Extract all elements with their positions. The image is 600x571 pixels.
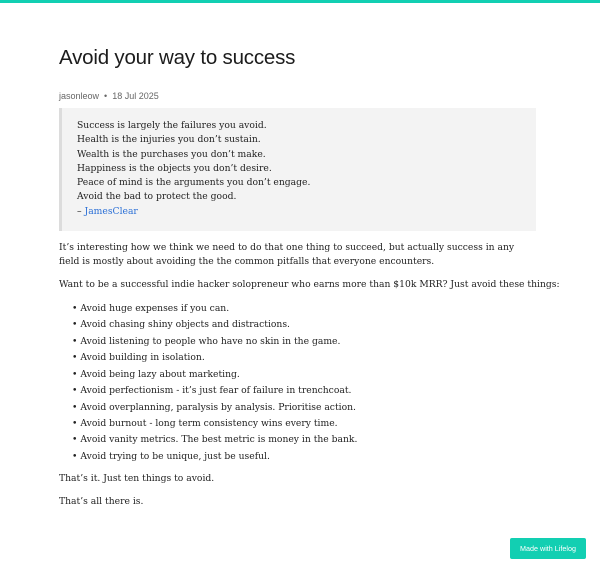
bullet: • — [72, 385, 78, 397]
meta-separator: • — [104, 91, 108, 101]
blockquote — [59, 108, 536, 231]
post-date: 18 Jul 2025 — [112, 91, 159, 101]
page-title: Avoid your way to success — [59, 46, 296, 69]
body-paragraph: Want to be a successful indie hacker solopreneur who earns more than $10k MRR? Just avoid these things: — [59, 279, 560, 291]
avoid-list — [59, 301, 537, 465]
quote-line: Wealth is the purchases you don’t make. — [77, 148, 266, 160]
list-item: • Avoid vanity metrics. The best metric is money in the bank. — [72, 434, 358, 446]
top-accent-bar — [0, 0, 600, 3]
made-with-lifelog-button[interactable]: Made with Lifelog — [510, 538, 586, 559]
body-paragraph: That’s all there is. — [59, 496, 144, 508]
quote-line: Happiness is the objects you don’t desire. — [77, 162, 272, 174]
bullet: • — [72, 401, 78, 413]
quote-line: Peace of mind is the arguments you don’t engage. — [77, 177, 311, 189]
bullet: • — [72, 450, 78, 462]
bullet: • — [72, 434, 78, 446]
list-item: • Avoid perfectionism - it’s just fear of failure in trenchcoat. — [72, 385, 352, 397]
post-article — [59, 44, 560, 509]
body-paragraph: That’s it. Just ten things to avoid. — [59, 473, 215, 485]
bullet: • — [72, 303, 78, 315]
list-item: • Avoid being lazy about marketing. — [72, 368, 240, 380]
quote-attribution — [77, 205, 522, 219]
bullet: • — [72, 368, 78, 380]
list-item: • Avoid chasing shiny objects and distractions. — [72, 319, 290, 331]
list-item: • Avoid overplanning, paralysis by analysis. Prioritise action. — [72, 401, 356, 413]
bullet: • — [72, 319, 78, 331]
bullet: • — [72, 352, 78, 364]
bullet: • — [72, 417, 78, 429]
attribution-link[interactable]: JamesClear — [84, 205, 138, 217]
list-item: • Avoid huge expenses if you can. — [72, 303, 230, 315]
author-name: jasonleow — [59, 91, 100, 101]
list-item: • Avoid trying to be unique, just be useful. — [72, 450, 270, 462]
quote-line: Success is largely the failures you avoid. — [77, 120, 267, 131]
list-item: • Avoid burnout - long term consistency wins every time. — [72, 417, 338, 429]
body-paragraph: It’s interesting how we think we need to do that one thing to succeed, but actually success in any field is mostly about avoiding the the common pitfalls that everyone encounters. — [59, 242, 515, 268]
attribution-prefix: – — [77, 205, 85, 217]
post-meta — [59, 90, 537, 102]
list-item: • Avoid building in isolation. — [72, 352, 205, 364]
bullet: • — [72, 335, 78, 347]
quote-line: Avoid the bad to protect the good. — [77, 191, 237, 203]
quote-line: Health is the injuries you don’t sustain. — [77, 134, 261, 146]
list-item: • Avoid listening to people who have no skin in the game. — [72, 335, 341, 347]
